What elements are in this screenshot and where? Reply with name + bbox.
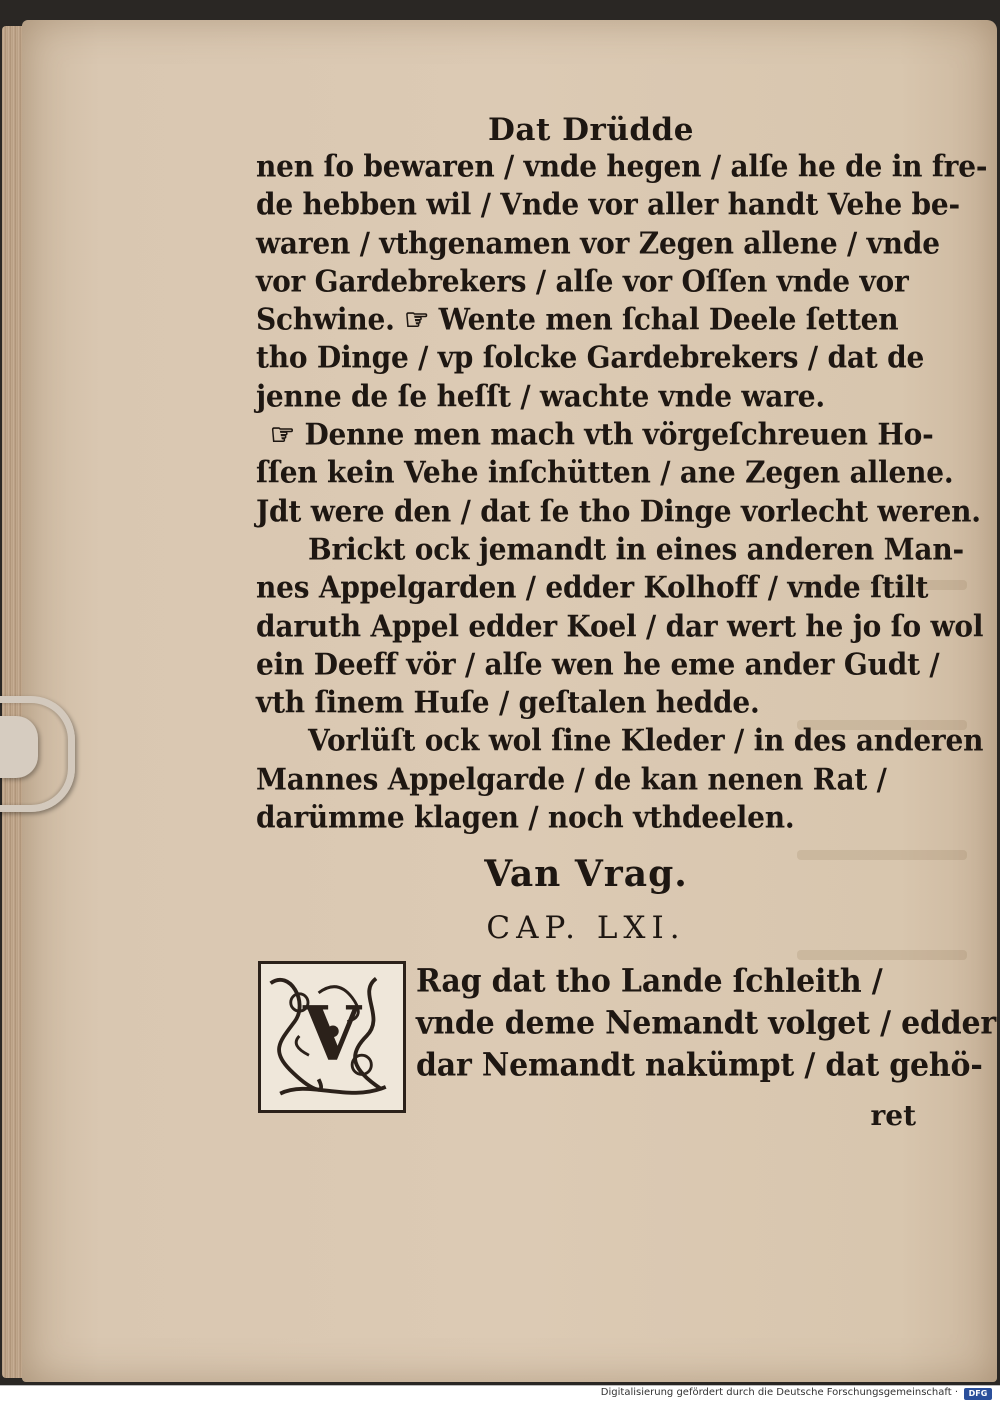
text-line: ein Deeff vör / alſe wen he eme ander Gudt / (256, 646, 940, 682)
decorated-initial (258, 961, 406, 1113)
section-heading: Van Vrag. (484, 853, 688, 896)
text-line: tho Dinge / vp ſolcke Gardebrekers / dat de (256, 340, 925, 376)
chapter-opening (256, 961, 997, 1151)
text-line: daruth Appel edder Koel / dar wert he jo ſo wol (256, 608, 984, 644)
page-clip-loop (0, 696, 75, 812)
running-head: Dat Drüdde (488, 112, 694, 148)
page-text (256, 112, 997, 1151)
text-line: ☞ Denne men mach vth vörgeſchreuen Ho- (270, 417, 934, 453)
text-line: Rag dat tho Lande ſchleith / (416, 963, 883, 1001)
text-line: vor Gardebrekers / alſe vor Oſſen vnde vor (256, 263, 909, 299)
initial-letter: V (302, 990, 362, 1079)
text-line: dar Nemandt nakümpt / dat gehö- (416, 1047, 983, 1085)
text-line: darümme klagen / noch vthdeelen. (256, 800, 795, 835)
text-line: vth ſinem Huſe / geſtalen hedde. (256, 685, 760, 721)
text-line: Schwine. ☞ Wente men ſchal Deele ſetten (256, 302, 899, 338)
text-line: nes Appelgarden / edder Kolhoff / vnde ſtilt (256, 570, 929, 606)
text-line: Vorlüſt ock wol ſine Kleder / in des anderen (308, 723, 984, 759)
ornament-icon (261, 964, 403, 1110)
text-line: vnde deme Nemandt volget / edder (416, 1005, 997, 1043)
initial-text (416, 961, 997, 1087)
chapter-number: CAP. LXI. (486, 910, 686, 947)
dfg-logo: DFG (964, 1388, 992, 1400)
text-line: nen ſo bewaren / vnde hegen / alſe he de in fre- (256, 148, 988, 184)
text-line: waren / vthgenamen vor Zegen allene / vnde (256, 225, 940, 261)
footer-bar (0, 1385, 1000, 1403)
text-line: Brickt ock jemandt in eines anderen Man- (308, 531, 964, 567)
text-line: de hebben wil / Vnde vor aller handt Vehe be- (256, 187, 960, 223)
text-line: Mannes Appelgarde / de kan nenen Rat / (256, 761, 887, 797)
text-line: ſſen kein Vehe inſchütten / ane Zegen allene. (256, 455, 954, 491)
catchword: ret (870, 1099, 916, 1133)
text-line: Jdt were den / dat ſe tho Dinge vorlecht weren. (256, 493, 981, 529)
text-line: jenne de ſe heſſt / wachte vnde ware. (256, 378, 825, 414)
funding-credit: Digitalisierung gefördert durch die Deutsche Forschungsgemeinschaft · (600, 1387, 958, 1398)
